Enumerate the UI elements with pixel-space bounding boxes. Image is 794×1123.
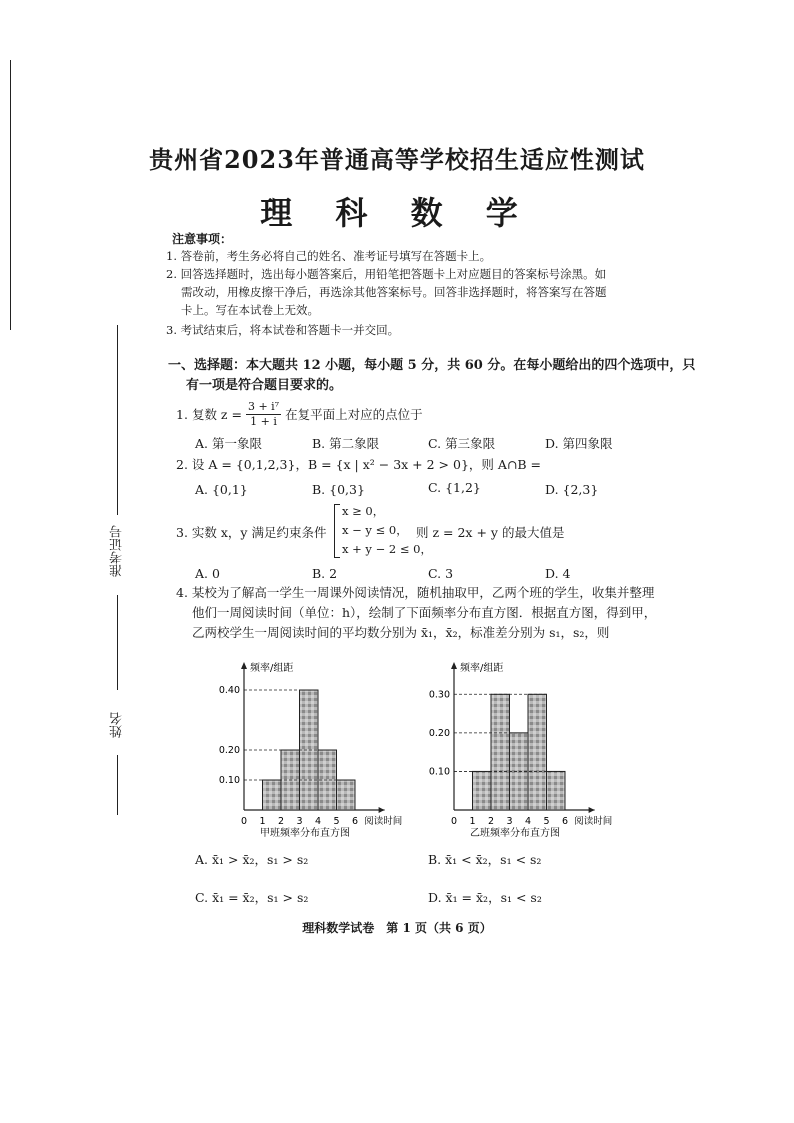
x-axis-arrow (589, 807, 595, 813)
question-3-post: 则 z = 2x + y 的最大值是 (416, 525, 565, 540)
page-footer: 理科数学试卷 第 1 页（共 6 页） (302, 921, 492, 935)
q4-option-c: C. x̄₁ = x̄₂，s₁ > s₂ (195, 890, 309, 905)
q1-option-d: D. 第四象限 (545, 436, 613, 451)
y-tick-label: 0.20 (428, 727, 450, 739)
q3-option-a: A. 0 (195, 566, 220, 581)
notice-item-2-cont2: 卡上。写在本试卷上无效。 (181, 303, 319, 317)
x-tick-label: 0 (450, 816, 458, 827)
q1-fraction (246, 400, 281, 429)
question-2: 2. 设 A = {0,1,2,3}，B = {x | x² − 3x + 2 > 0}，则 A∩B = (176, 457, 542, 472)
histogram-bar (547, 771, 566, 810)
histogram-bar (491, 694, 510, 810)
q3-option-c: C. 3 (428, 566, 454, 581)
notice-item-1: 1. 答卷前，考生务必将自己的姓名、准考证号填写在答题卡上。 (166, 249, 492, 263)
exam-title: 贵州省2023年普通高等学校招生适应性测试 (149, 145, 645, 174)
chart-title: 乙班频率分布直方图 (470, 828, 561, 839)
q1-option-b: B. 第二象限 (312, 436, 380, 451)
y-axis-arrow (451, 662, 457, 669)
x-tick-label: 5 (333, 816, 340, 827)
q4-option-b: B. x̄₁ < x̄₂，s₁ < s₂ (428, 852, 542, 867)
q1-denominator: 1 + i (250, 415, 277, 428)
x-tick-label: 6 (351, 816, 359, 827)
notice-item-3: 3. 考试结束后，将本试卷和答题卡一并交回。 (166, 323, 400, 337)
q1-option-a: A. 第一象限 (195, 436, 262, 451)
exam-number-label: 准考证号 (110, 525, 125, 577)
q3-brace (334, 504, 340, 558)
x-tick-label: 2 (277, 816, 285, 827)
y-tick-label: 0.40 (218, 685, 240, 696)
histogram-jia (200, 650, 430, 840)
y-tick-label: 0.20 (218, 745, 240, 756)
y-axis-arrow (241, 662, 247, 669)
q2-option-c: C. {1,2} (428, 480, 481, 495)
question-3-pre: 3. 实数 x，y 满足约束条件 (176, 525, 327, 540)
name-label: 姓名 (110, 712, 125, 738)
y-axis-label: 频率/组距 (460, 663, 504, 674)
y-tick-label: 0.10 (218, 775, 240, 786)
q1-post: 在复平面上对应的点位于 (285, 406, 423, 422)
q3-condition-3: x + y − 2 ≤ 0， (342, 542, 432, 556)
exam-number-line-2 (117, 595, 118, 690)
histogram-bar (337, 780, 356, 810)
x-tick-label: 3 (506, 816, 513, 827)
x-tick-label: 2 (487, 816, 495, 827)
x-tick-label: 4 (314, 816, 322, 827)
chart-title: 甲班频率分布直方图 (260, 828, 351, 839)
histogram-bar (528, 694, 547, 810)
histogram-bar (263, 780, 282, 810)
histogram-bar (473, 771, 492, 810)
exam-number-line (117, 325, 118, 515)
question-4-line-3: 乙两校学生一周阅读时间的平均数分别为 x̄₁，x̄₂，标准差分别为 s₁，s₂，则 (192, 625, 610, 640)
section-heading: 一、选择题：本大题共 12 小题，每小题 5 分，共 60 分。在每小题给出的四个选项中，只 (168, 358, 696, 373)
q3-option-b: B. 2 (312, 566, 338, 581)
q2-option-a: A. {0,1} (195, 482, 248, 497)
q2-option-d: D. {2,3} (545, 482, 599, 497)
x-tick-label: 5 (543, 816, 550, 827)
q2-option-b: B. {0,3} (312, 482, 365, 497)
x-tick-label: 6 (561, 816, 569, 827)
question-4-line-1: 4. 某校为了解高一学生一周课外阅读情况，随机抽取甲，乙两个班的学生，收集并整理 (176, 585, 655, 600)
x-tick-label: 1 (469, 816, 476, 827)
q4-option-a: A. x̄₁ > x̄₂，s₁ > s₂ (195, 852, 309, 867)
q1-numerator: 3 + i⁷ (247, 400, 280, 413)
q3-condition-2: x − y ≤ 0， (342, 523, 408, 537)
q3-condition-1: x ≥ 0， (342, 504, 385, 518)
notice-item-2-cont: 需改动，用橡皮擦干净后，再选涂其他答案标号。回答非选择题时，将答案写在答题 (181, 285, 607, 299)
subject-title: 理 科 数 学 (260, 194, 534, 232)
x-tick-label: 0 (240, 816, 248, 827)
x-tick-label: 1 (259, 816, 266, 827)
y-tick-label: 0.10 (428, 766, 450, 778)
y-tick-label: 0.30 (428, 689, 450, 701)
section-heading-cont: 有一项是符合题目要求的。 (186, 378, 343, 393)
q1-pre: 复数 z = (191, 406, 242, 422)
x-tick-label: 4 (524, 816, 532, 827)
notice-heading: 注意事项： (172, 232, 233, 246)
x-axis-arrow (379, 807, 385, 813)
question-1 (176, 400, 423, 429)
q4-option-d: D. x̄₁ = x̄₂，s₁ < s₂ (428, 890, 542, 905)
y-axis-label: 频率/组距 (250, 663, 294, 674)
q1-number: 1. (176, 406, 188, 422)
x-axis-label: 阅读时间 (364, 816, 403, 827)
question-4-line-2: 他们一周阅读时间（单位：h），绘制了下面频率分布直方图．根据直方图，得到甲， (192, 605, 657, 620)
notice-item-2: 2. 回答选择题时，选出每小题答案后，用铅笔把答题卡上对应题目的答案标号涂黑。如 (166, 267, 607, 281)
x-axis-label: 阅读时间 (574, 816, 613, 827)
x-tick-label: 3 (296, 816, 303, 827)
q3-option-d: D. 4 (545, 566, 571, 581)
q1-option-c: C. 第三象限 (428, 436, 496, 451)
name-line (117, 755, 118, 815)
histogram-yi (410, 650, 640, 840)
